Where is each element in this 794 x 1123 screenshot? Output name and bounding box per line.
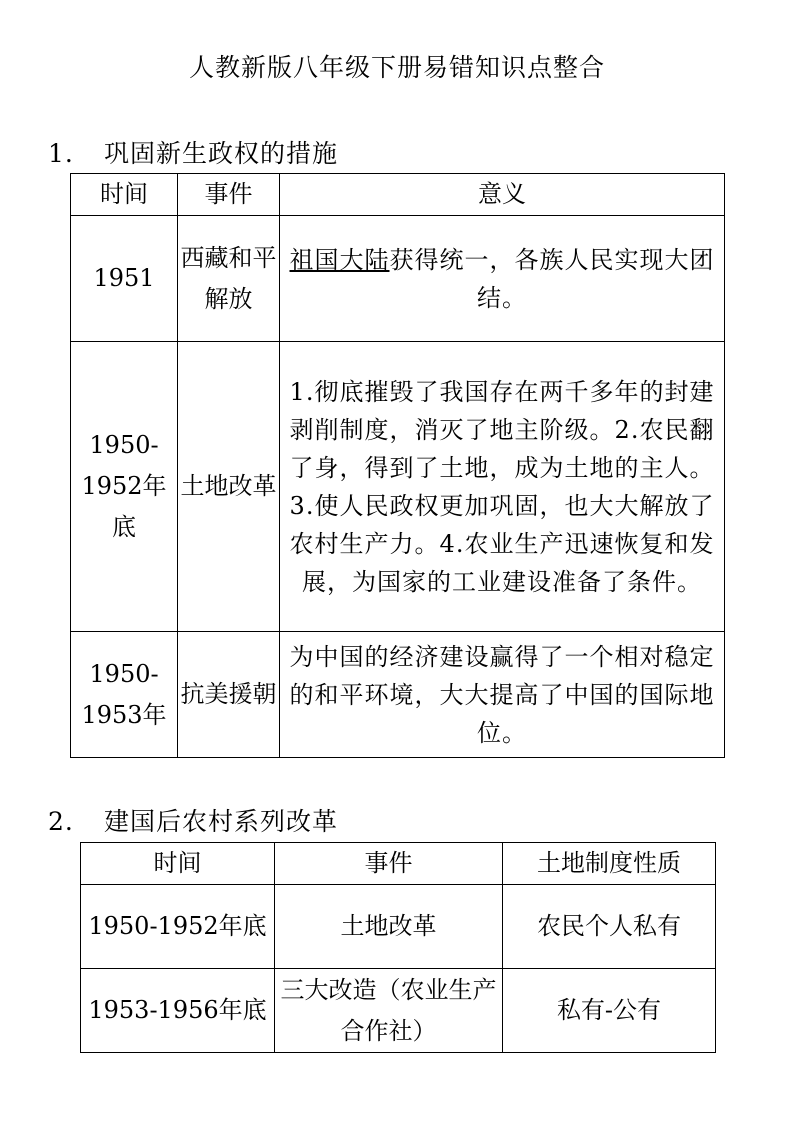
header-significance: 意义 [280, 174, 725, 216]
table-header-row [71, 174, 725, 216]
row-land-system: 私有-公有 [503, 969, 716, 1053]
row-time: 1950-1952年底 [81, 885, 275, 969]
row-significance: 1.彻底摧毁了我国存在两千多年的封建剥削制度，消灭了地主阶级。2.农民翻了身，得到了土地，成为土地的主人。3.使人民政权更加巩固，也大大解放了农村生产力。4.农业生产迅速恢复和发展，为国家的工业建设准备了条件。 [280, 342, 725, 632]
row-significance: 为中国的经济建设赢得了一个相对稳定的和平环境，大大提高了中国的国际地位。 [280, 632, 725, 758]
row-event: 西藏和平解放 [178, 216, 280, 342]
section-1-heading [48, 136, 338, 172]
document-title: 人教新版八年级下册易错知识点整合 [188, 53, 605, 82]
row-event: 土地改革 [275, 885, 503, 969]
section-2-number: 2. [48, 807, 74, 836]
header-event: 事件 [275, 843, 503, 885]
header-time: 时间 [81, 843, 275, 885]
row-land-system: 农民个人私有 [503, 885, 716, 969]
table-row [71, 632, 725, 758]
row-time: 1950-1952年底 [71, 342, 178, 632]
section-1-title: 巩固新生政权的措施 [104, 139, 339, 168]
significance-text: 获得统一，各族人民实现大团结。 [389, 245, 715, 312]
header-land-system: 土地制度性质 [503, 843, 716, 885]
row-time: 1950-1953年 [71, 632, 178, 758]
table-row [81, 969, 716, 1053]
row-time: 1953-1956年底 [81, 969, 275, 1053]
rural-reform-table [80, 842, 716, 1053]
table-header-row [81, 843, 716, 885]
row-event: 三大改造（农业生产合作社） [275, 969, 503, 1053]
policy-measures-table [70, 173, 725, 758]
row-time: 1951 [71, 216, 178, 342]
section-1-number: 1. [48, 139, 74, 168]
table-row [81, 885, 716, 969]
row-significance [280, 216, 725, 342]
underlined-term: 祖国大陆 [289, 245, 390, 274]
header-event: 事件 [178, 174, 280, 216]
row-event: 抗美援朝 [178, 632, 280, 758]
table-row [71, 342, 725, 632]
table-row [71, 216, 725, 342]
section-2-title: 建国后农村系列改革 [104, 807, 339, 836]
header-time: 时间 [71, 174, 178, 216]
section-2-heading [48, 804, 338, 840]
row-event: 土地改革 [178, 342, 280, 632]
